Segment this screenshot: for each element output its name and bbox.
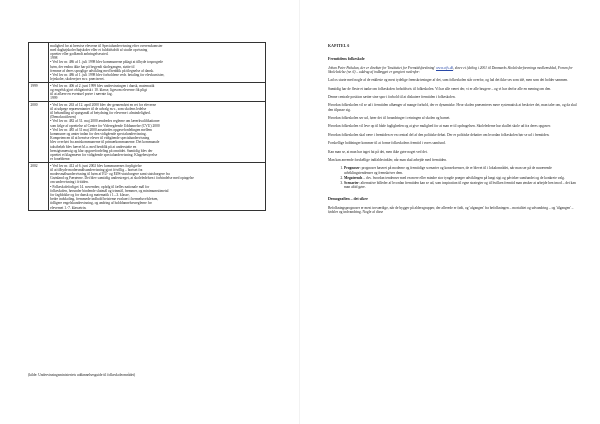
row-year bbox=[29, 43, 49, 83]
row-text-line: fremme af deres sproglige udvikling med henblik på tilegnelse af dansk. bbox=[50, 68, 155, 73]
row-text-line: til at udpege repræsentanter til de udvalg m.v., som skolens ledelse bbox=[50, 106, 147, 111]
method-label: Scenarier bbox=[344, 180, 359, 185]
method-item bbox=[344, 176, 580, 180]
row-text bbox=[48, 83, 265, 102]
body-paragraph: Hvordan folkeskolen vil se ud i fremtiden afhænger af mange forhold, der er dynamiske. Hvor skolen præsenteres mere systematisk at beskrive det, man taler om, og da skal den tilpasse sig. bbox=[328, 103, 577, 112]
row-text-line: til at aflære en eventuel prøve i nævnte fag. bbox=[50, 92, 113, 97]
row-text-line: • Ved lov nr. 406 af 2. juni 1999 blev undervisningen i dansk, matematik bbox=[50, 83, 155, 88]
row-text-line: • Ved lov nr. 486 af 1. juli 1998 blev kommunerne pålagt at tilbyde tosprogede bbox=[50, 60, 163, 65]
intro-link[interactable]: www.cifs.dk bbox=[435, 65, 454, 70]
row-text-line: er forældrene. bbox=[50, 157, 71, 162]
closing-line: Befolkningsprognoser er mest troværdige, når de bygger på aldersgrupper, der allerede er født, og 'afgangen' fra bbox=[328, 205, 489, 210]
intro-line: Johan Peter Paludan, der er direktør for 'Instituttet for Fremtidsforskning' bbox=[328, 65, 436, 70]
body-paragraph: Denne centrale position sætter sine spor i forhold til at diskutere fremtiden i folkeskolen. bbox=[328, 94, 456, 99]
row-text-line: • Ved lov nr. 485 af 31 maj 2000 ansattedes opgavefordelingen mellem bbox=[50, 127, 152, 132]
chapter-content bbox=[328, 44, 580, 218]
row-text-line: til at tilbyde modersmålsundervisning gjort frivillig – bortset fra bbox=[50, 167, 143, 172]
row-text-line: om undervisning i fritiden. bbox=[50, 180, 89, 185]
row-text-line: • Ved lov nr. 486 af 1. juli 1998 blev forholdene vedr. betaling for elevkursister, bbox=[50, 73, 165, 78]
method-item bbox=[344, 181, 580, 189]
body-paragraph: Kan man se, at man har taget fat på det, men ikke gøre noget ved det. bbox=[328, 149, 428, 154]
closing-line: befolkningen – mortalitet og udvandring – og 'tilgangen' – fødsler og indvandring. Nogle af disse bbox=[328, 205, 574, 214]
row-text-line: børn, der endnu ikke har på begyndt skolegangen, støtte til bbox=[50, 64, 135, 69]
body-paragraph: Lad os starte med nogle af de enkleste og mest tydelige fremskrivninger af det, som folkeskolen står overfor, og lad det ikke ses som idé, men som det holder sammen. bbox=[328, 78, 569, 83]
body-paragraph: Samtidig har de fleste et tanke om folkeskolen forholdsvis til folkeskolen. Vi har alle været der, vi er alle brugere – og vi har derfor alle en mening om den. bbox=[328, 86, 552, 91]
method-label: Prognoser bbox=[344, 166, 360, 171]
method-text: : alternative billeder af hvordan fremtiden kan se ud, som inspiration til egne strategier og til hvilken fremtid man ønsker at arbejde hen imod – det kan man altid gøre. bbox=[344, 180, 576, 190]
intro-link-suffix: , skrev et bbox=[453, 65, 466, 70]
table-row bbox=[29, 102, 266, 163]
row-text-line: 1998 bbox=[50, 56, 58, 61]
row-text-line: • Folkeskoleforliget 14. november, opfølg til fælles nationale mål for bbox=[50, 184, 150, 189]
row-text-line: opretter eller godkendt anbringelsessted. bbox=[50, 52, 109, 56]
section-title: Fremtidens folkeskole bbox=[328, 57, 365, 62]
row-text-line: (Demokratiloven) bbox=[50, 115, 76, 120]
row-text-line: takstbeløb blev hævet bl.a. med henblik på at understøtte en bbox=[50, 144, 137, 149]
body-paragraph: Hvordan folkeskolen ser ud, fører det til forandringer i retningen af skolen og barnet. bbox=[328, 115, 451, 120]
row-text-line: mulighed for at henvise eleverne til Specialundervisning efter overenskomster bbox=[50, 43, 163, 48]
row-year: 1999 bbox=[29, 83, 49, 102]
row-text-line: som følge af oprettelse af Centre for Videregående Uddannelse (CVU) 2000 bbox=[50, 123, 160, 128]
row-text-line: modersmålsundervisning til børn af EU- og EØS-statsborgere samt statsborgere fra bbox=[50, 172, 170, 177]
row-text-line: Kompetencen til at henvise elever til vidtgående specialundervisning bbox=[50, 136, 150, 141]
table-row bbox=[29, 83, 266, 102]
row-year: 2002 bbox=[29, 163, 49, 211]
row-text-line: • Ved lov nr. 263 af 12. april 2000 blev der gennemført en ret for eleverne bbox=[50, 102, 157, 107]
row-text-line: kommuner og amter indan for den vidtgående specialundervisning. bbox=[50, 132, 147, 137]
row-year: 2000 bbox=[29, 102, 49, 163]
row-text-line: Grønland og Færøerne. Det blev samtidig understreget, at skoleledelsen i forbindelse med optagelse bbox=[50, 176, 194, 181]
body-paragraph: Forskellige holdninger kommer til at forme folkeskolens fremtid i vores samfund. bbox=[328, 141, 446, 146]
row-text-line: elevernei 1.-7. klassetrin. bbox=[50, 205, 87, 210]
row-text-line: med daghøjskoler/højskoler eller et fuldtidsdrift af studie opvisning bbox=[50, 47, 148, 52]
intro-block bbox=[328, 66, 580, 74]
row-text-line: for fagblokke og for dansk og matematik i 1.–3. klasse, bbox=[50, 193, 130, 198]
row-text-line: • Ved lov nr. 412 af 6. juni 2002 blev kommunernes forpligtelse bbox=[50, 163, 142, 168]
closing-paragraph bbox=[328, 206, 580, 214]
body-paragraphs bbox=[328, 78, 580, 162]
row-text-line: og engelsk gjort obligatorisk i 10. klasse, ligesom eleverne fik pligt bbox=[50, 87, 147, 92]
row-text bbox=[48, 43, 265, 83]
row-text-line: oprettet et klagenævn for vidtgående specialundervisning. Klagebestyrelse bbox=[50, 153, 158, 158]
method-label: Megatrends bbox=[344, 175, 363, 180]
table-row bbox=[29, 163, 266, 211]
table-row bbox=[29, 43, 266, 83]
row-text-line: lejrskoler, skolerejser m.v. præciseret. bbox=[50, 77, 105, 82]
row-text-line: tidligere engelskundervisning, og andring af holddannelsesreglerne for bbox=[50, 201, 152, 206]
right-page bbox=[300, 0, 600, 424]
row-text-line: blev overført fra amtskommunerne til primærkommunerne. Det kommunale bbox=[50, 140, 160, 145]
row-text-line: til behandling af spørgsmål af betydning for eleverne i almindelighed. bbox=[50, 111, 151, 116]
method-text: – dvs. hvordan tendenser med en mere eller mindre stor tyngde præger udviklingen på langt sigt og påvirker samfundet og de konkrete valg. bbox=[362, 175, 565, 180]
method-list bbox=[328, 166, 580, 189]
intro-line: (deltog i 2001 til Danmarks Skolelederforenings medlemsblad, Forum for Skoleledelse (nr. 6) – bbox=[328, 65, 573, 74]
body-paragraph: Hvordan folkeskolen vil leve op til både fagligheden og at give mulighed for at man er til opdragelsen. Skolelederne har skullet skole ud fra deres opgaver. bbox=[328, 124, 551, 129]
row-text-line: • Ved lov nr. 482 af 31. maj 2000 ændredes reglerne om lærerkvalifikationer bbox=[50, 119, 160, 124]
method-text: : prognoser baseret på moderne og fremtidige scenarier og konsekvenser, de er blevet til i lokalområdet, når man ser på de nuværende udviklingstendenser og fremskriver dem. bbox=[344, 166, 552, 175]
row-text bbox=[48, 102, 265, 163]
row-text bbox=[48, 163, 265, 211]
row-text-line: bedre indskoling, fremmede indhold beisteme evaluert i hermeluvelsleisen, bbox=[50, 197, 159, 202]
legislation-history-table bbox=[28, 42, 266, 211]
method-item bbox=[344, 166, 580, 174]
row-text-line: folkeskolen, herunder bindende slutmål og trinmål, fremmer, og minimumstimetal bbox=[50, 188, 169, 193]
subsection-title: Demografien – det sikre bbox=[328, 197, 368, 202]
body-paragraph: Hvordan folkeskolen skal være i fremtiden er en central del af den politiske debat. Der er politiske debatter om hvordan folkeskolen bør se ud i fremtiden. bbox=[328, 132, 550, 137]
chapter-label: KAPITEL 6 bbox=[328, 44, 350, 48]
row-text-line: hensigtsmæssig og klar opgavefordeling på området. Samtidig blev der bbox=[50, 148, 153, 153]
body-paragraph: Man kan anvende forskellige indfaldsvinkler, når man skal arbejde med fremtiden. bbox=[328, 157, 447, 162]
table-source-note: (kilde: Undervisningsministeriets uddannelsesguide til folkeskoleområdet) bbox=[28, 373, 136, 377]
intro-line: uddrag af indlægget er gengivet nedenfor: bbox=[359, 69, 421, 74]
row-text-line: 1999 bbox=[50, 96, 58, 101]
